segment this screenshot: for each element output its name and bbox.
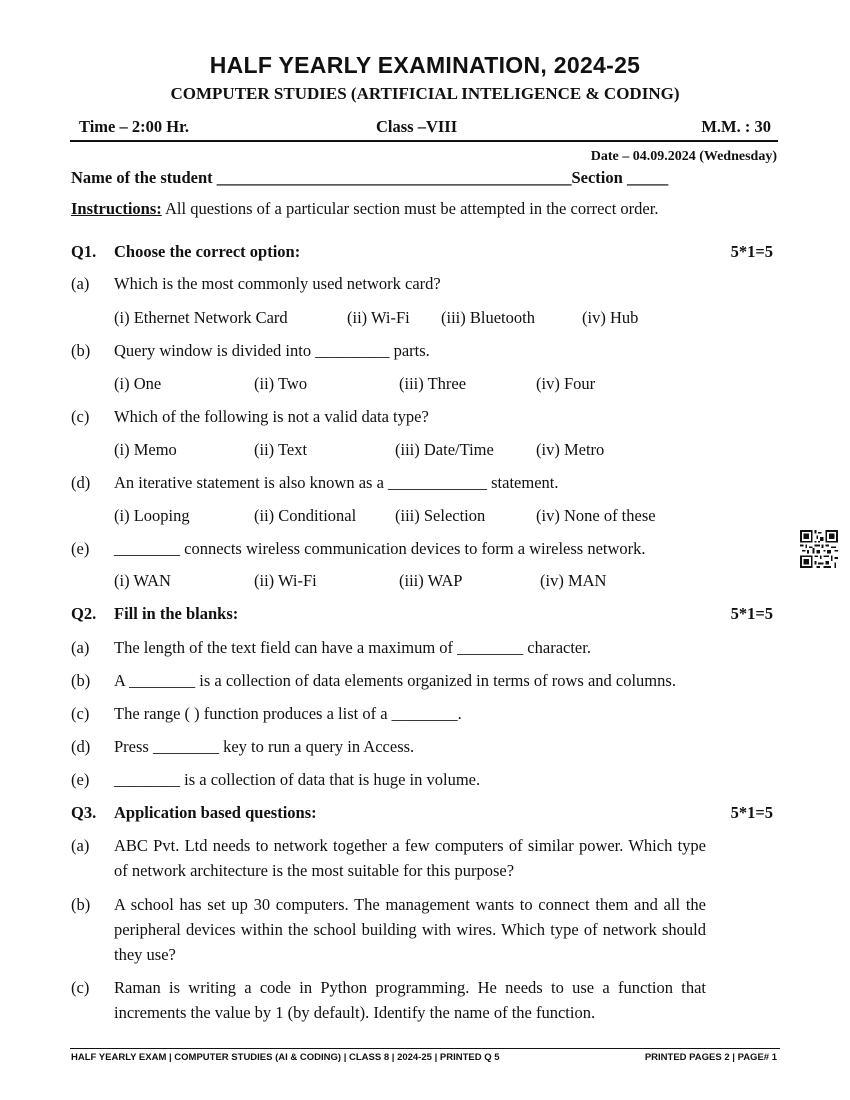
option: (ii) Wi-Fi <box>254 571 317 590</box>
option: (iv) Hub <box>582 308 639 327</box>
option: (i) Ethernet Network Card <box>114 308 288 327</box>
footer-divider <box>70 1048 780 1049</box>
item-label: (d) <box>71 737 91 756</box>
question-text: The range ( ) function produces a list of a ________. <box>114 704 462 723</box>
question-text: The length of the text field can have a maximum of ________ character. <box>114 638 591 657</box>
q2-marks: 5*1=5 <box>730 604 773 623</box>
q1-title: Choose the correct option: <box>114 242 301 261</box>
q3-number: Q3. <box>71 803 97 822</box>
max-marks: M.M. : 30 <box>701 117 771 136</box>
qr-code-icon <box>800 530 838 568</box>
option: (iii) WAP <box>399 571 463 590</box>
option: (ii) Conditional <box>254 506 357 525</box>
option: (iv) Metro <box>536 440 605 459</box>
option: (iii) Three <box>399 374 467 393</box>
item-label: (c) <box>71 978 90 997</box>
option: (ii) Two <box>254 374 308 393</box>
option: (i) Looping <box>114 506 190 525</box>
item-label: (a) <box>71 274 90 293</box>
instructions-label: Instructions: <box>71 199 162 218</box>
option: (iii) Selection <box>395 506 486 525</box>
q3-marks: 5*1=5 <box>730 803 773 822</box>
question-text: Query window is divided into _________ parts. <box>114 341 430 360</box>
item-label: (a) <box>71 836 90 855</box>
item-label: (b) <box>71 341 91 360</box>
option: (i) Memo <box>114 440 177 459</box>
exam-title: HALF YEARLY EXAMINATION, 2024-25 <box>209 52 641 78</box>
option: (iv) Four <box>536 374 596 393</box>
option: (iii) Date/Time <box>395 440 494 459</box>
option: (i) One <box>114 374 162 393</box>
question-text: A school has set up 30 computers. The management wants to connect them and all the peripheral devices within the school building with wires. Which type of network should they use? <box>114 895 706 964</box>
question-text: Raman is writing a code in Python programming. He needs to use a function that increments the value by 1 (by default). Identify the name of the function. <box>114 978 706 1022</box>
question-text: Press ________ key to run a query in Access. <box>114 737 415 756</box>
option: (ii) Wi-Fi <box>347 308 410 327</box>
item-label: (b) <box>71 671 91 690</box>
option: (i) WAN <box>114 571 171 590</box>
q1-number: Q1. <box>71 242 97 261</box>
item-label: (a) <box>71 638 90 657</box>
item-label: (d) <box>71 473 91 492</box>
option: (iv) None of these <box>536 506 656 525</box>
question-text: Which is the most commonly used network card? <box>114 274 441 293</box>
item-label: (c) <box>71 407 90 426</box>
q2-number: Q2. <box>71 604 97 623</box>
instructions <box>71 199 658 219</box>
question-text: ________ connects wireless communication devices to form a wireless network. <box>114 539 646 558</box>
question-text: ABC Pvt. Ltd needs to network together a few computers of similar power. Which type of network architecture is the most suitable for this purpose? <box>114 836 706 880</box>
option: (ii) Text <box>254 440 308 459</box>
q1-marks: 5*1=5 <box>730 242 773 261</box>
class-label: Class –VIII <box>376 117 458 136</box>
footer-left: HALF YEARLY EXAM | COMPUTER STUDIES (AI & CODING) | CLASS 8 | 2024-25 | PRINTED Q 5 <box>71 1052 500 1063</box>
option: (iv) MAN <box>540 571 607 590</box>
question-text: Which of the following is not a valid data type? <box>114 407 429 426</box>
instructions-text: All questions of a particular section must be attempted in the correct order. <box>161 199 659 218</box>
student-name-line: Name of the student ___________________________________________Section _____ <box>71 168 669 187</box>
footer-page-info: PRINTED PAGES 2 | PAGE# 1 <box>644 1052 777 1063</box>
question-text: ________ is a collection of data that is huge in volume. <box>114 770 481 789</box>
q3-title: Application based questions: <box>114 803 317 822</box>
item-label: (e) <box>71 770 90 789</box>
question-text: A ________ is a collection of data elements organized in terms of rows and columns. <box>114 671 676 690</box>
item-label: (c) <box>71 704 90 723</box>
item-label: (b) <box>71 895 91 914</box>
question-text: An iterative statement is also known as a ____________ statement. <box>114 473 559 492</box>
exam-date: Date – 04.09.2024 (Wednesday) <box>590 149 777 164</box>
option: (iii) Bluetooth <box>441 308 535 327</box>
subject-title: COMPUTER STUDIES (ARTIFICIAL INTELIGENCE & CODING) <box>170 84 680 103</box>
q2-title: Fill in the blanks: <box>114 604 239 623</box>
header-divider <box>70 140 778 142</box>
time-allowed: Time – 2:00 Hr. <box>79 117 189 136</box>
item-label: (e) <box>71 539 90 558</box>
